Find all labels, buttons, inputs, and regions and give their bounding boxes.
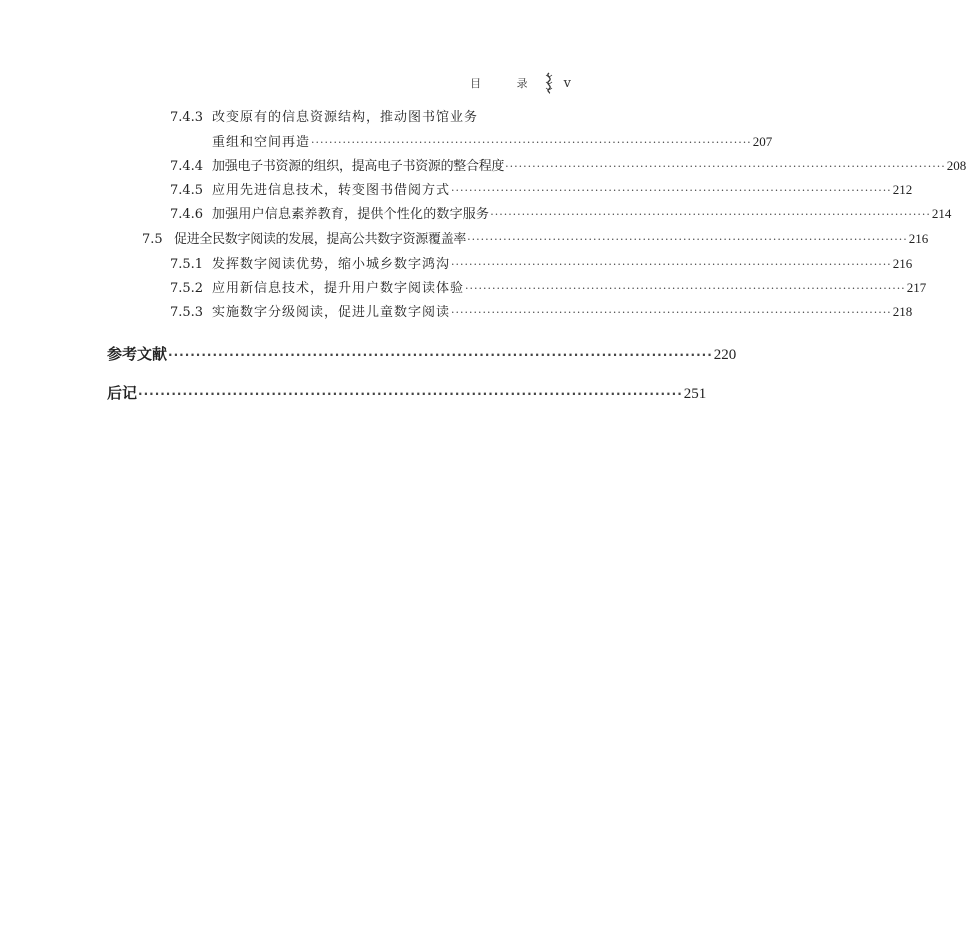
toc-entry-7-4-4[interactable]: [170, 158, 966, 175]
entry-page: 216: [908, 231, 929, 246]
entry-number: 7.4.4: [170, 159, 204, 174]
leader-dots: ··································································································: [451, 184, 892, 197]
entry-title: 后记: [107, 384, 138, 402]
toc-entry-7-4-5[interactable]: [170, 182, 913, 199]
header-title: 目 录: [470, 77, 544, 90]
entry-page: 217: [906, 280, 927, 295]
toc-entry-7-5-1[interactable]: [170, 256, 913, 273]
entry-page: 220: [713, 347, 737, 363]
entry-page: 218: [892, 304, 913, 319]
entry-title: 改变原有的信息资源结构，推动图书馆业务: [212, 110, 479, 125]
entry-number: 7.5.2: [170, 281, 204, 296]
ornament-icon: [542, 72, 556, 94]
leader-dots: ··································································································: [467, 233, 908, 246]
entry-page: 212: [892, 182, 913, 197]
entry-number: 7.5.3: [170, 305, 204, 320]
leader-dots: ··································································································: [451, 306, 892, 319]
entry-number: 7.4.6: [170, 207, 204, 222]
entry-title: 加强用户信息素养教育，提供个性化的数字服务: [212, 207, 490, 222]
leader-dots: ··································································································: [465, 282, 906, 295]
entry-title: 重组和空间再造: [212, 135, 311, 150]
entry-page: 216: [892, 256, 913, 271]
toc-entry-7-4-3[interactable]: [170, 110, 490, 126]
entry-page: 208: [946, 158, 966, 173]
leader-dots: ··································································································: [311, 136, 752, 149]
entry-title: 促进全民数字阅读的发展，提高公共数字资源覆盖率: [174, 232, 467, 247]
header-page-number: v: [563, 75, 571, 91]
entry-page: 251: [683, 386, 707, 402]
toc-entry-7-4-6[interactable]: [170, 206, 952, 223]
entry-title: 加强电子书资源的组织，提高电子书资源的整合程度: [212, 159, 505, 174]
leader-dots: ··································································································: [505, 160, 946, 173]
toc-entry-7-4-3-cont[interactable]: [212, 134, 773, 151]
leader-dots: ··································································································: [138, 387, 683, 401]
entry-number: 7.4.5: [170, 183, 204, 198]
entry-title: 应用先进信息技术，转变图书借阅方式: [212, 183, 451, 198]
leader-dots: ··································································································: [451, 258, 892, 271]
entry-title: 发挥数字阅读优势，缩小城乡数字鸿沟: [212, 257, 451, 272]
entry-page: 207: [752, 134, 773, 149]
entry-title: 实施数字分级阅读，促进儿童数字阅读: [212, 305, 451, 320]
entry-number: 7.4.3: [170, 110, 204, 125]
toc-entry-afterword[interactable]: [107, 384, 707, 403]
running-header: [470, 72, 571, 94]
entry-number: 7.5: [142, 232, 163, 247]
entry-title: 应用新信息技术，提升用户数字阅读体验: [212, 281, 465, 296]
toc-entry-7-5-3[interactable]: [170, 304, 913, 321]
leader-dots: ··································································································: [168, 348, 713, 362]
entry-number: 7.5.1: [170, 257, 204, 272]
toc-entry-7-5-2[interactable]: [170, 280, 927, 297]
toc-entry-7-5[interactable]: [142, 231, 929, 248]
toc-entry-references[interactable]: [107, 345, 737, 364]
leader-dots: ··································································································: [490, 208, 931, 221]
entry-page: 214: [931, 206, 952, 221]
entry-title: 参考文献: [107, 345, 168, 363]
